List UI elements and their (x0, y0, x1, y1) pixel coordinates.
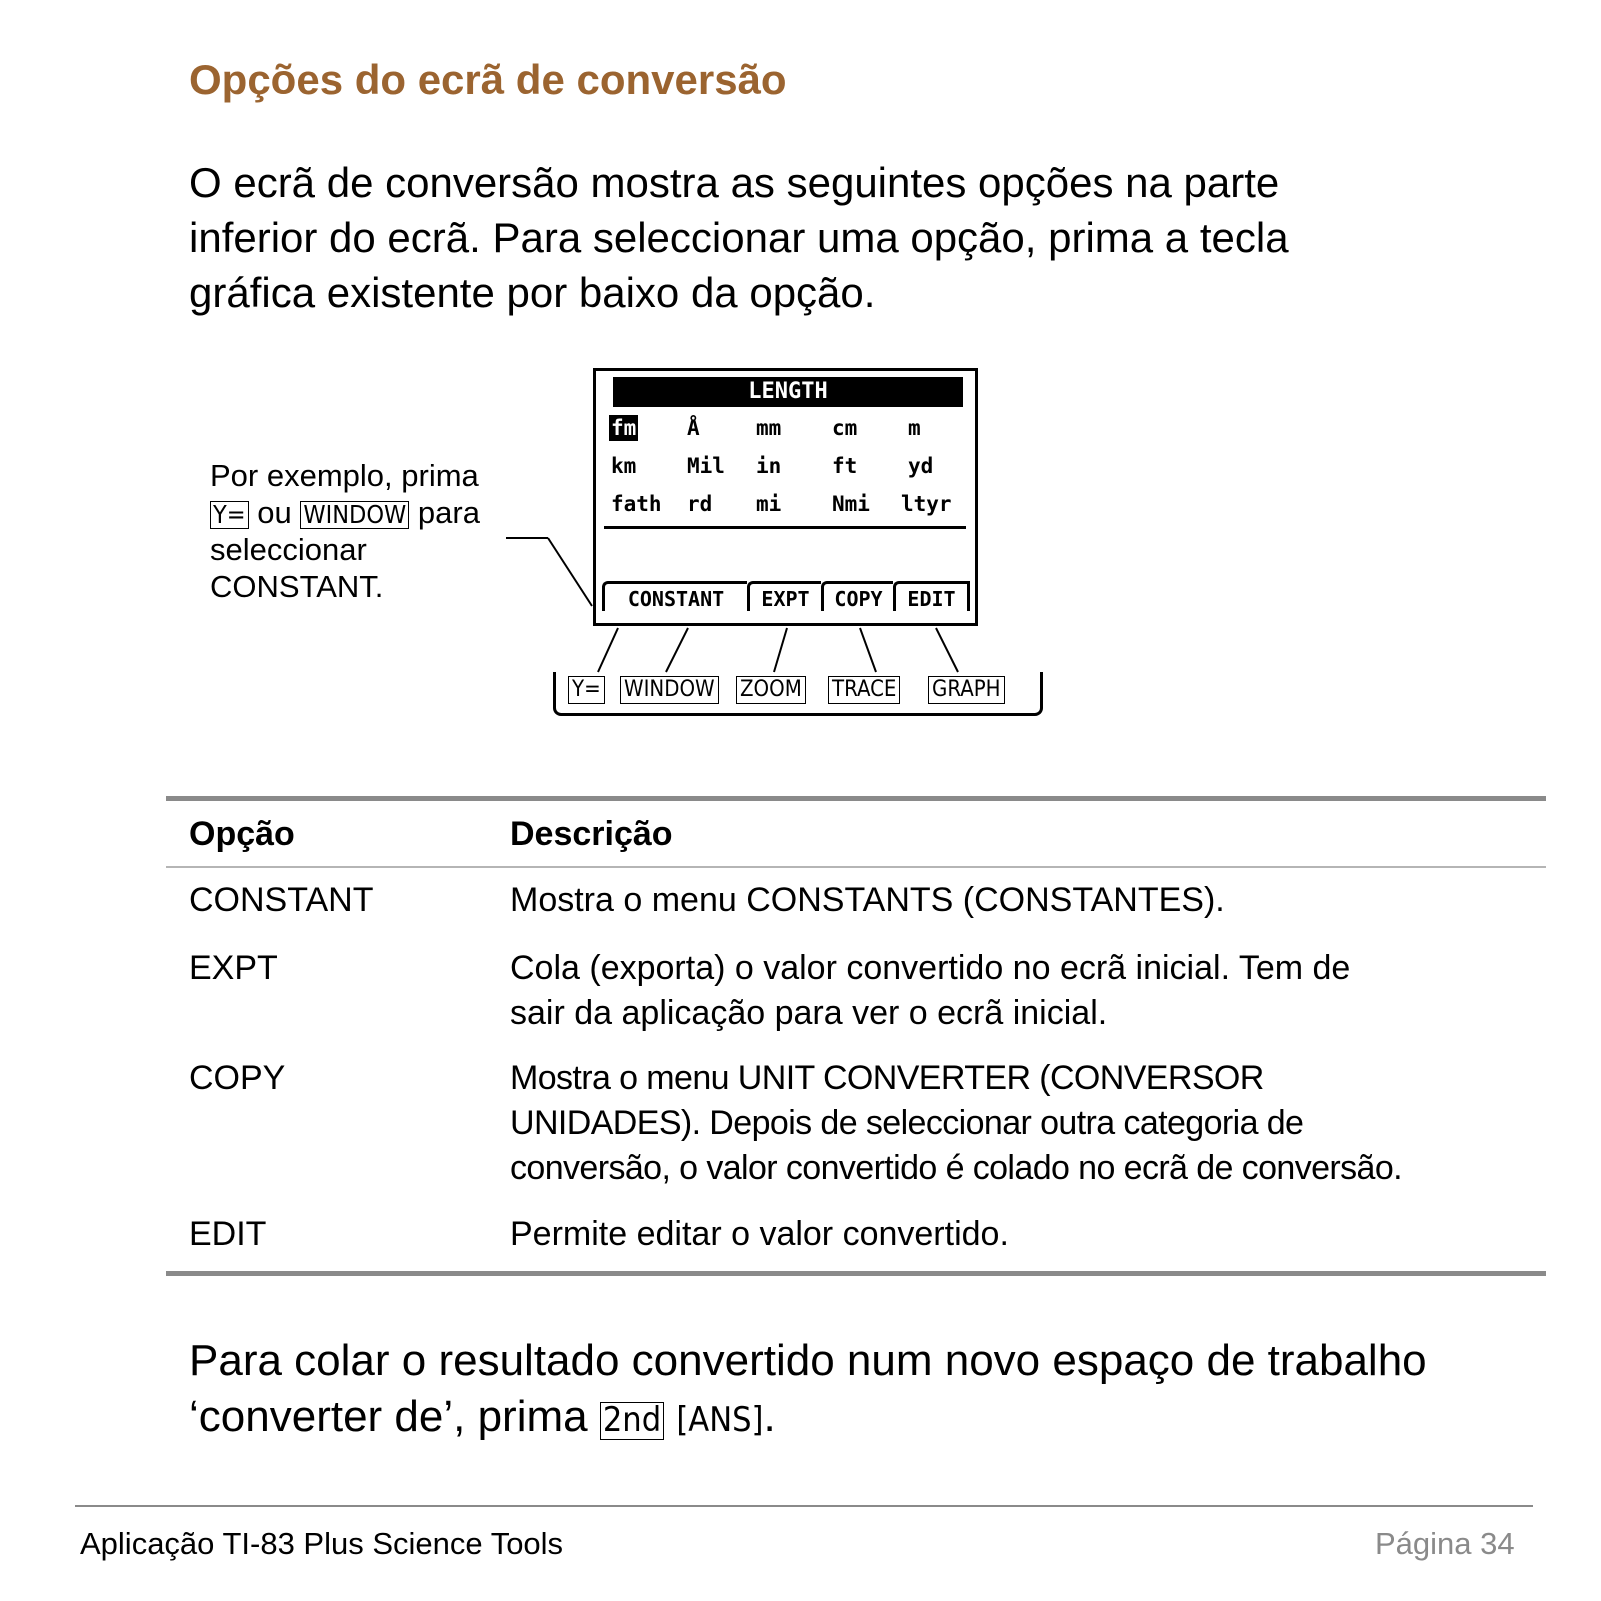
key-2nd: 2nd (600, 1402, 664, 1440)
key-leader (860, 628, 876, 672)
softkey-expt[interactable]: EXPT (747, 581, 821, 611)
key-trace-button[interactable]: TRACE (828, 676, 900, 704)
description-line: Mostra o menu CONSTANTS (CONSTANTES). (510, 881, 1225, 919)
unit-cell: Mil (687, 454, 725, 478)
unit-cell: km (611, 454, 637, 478)
section-heading: Opções do ecrã de conversão (189, 56, 787, 103)
unit-cell-selected: fm (611, 416, 637, 440)
unit-cell: m (908, 416, 921, 440)
key-zoom-button[interactable]: ZOOM (736, 676, 806, 704)
callout-or: ou (257, 495, 292, 530)
key-window-button[interactable]: WINDOW (620, 676, 719, 704)
unit-cell: mm (756, 416, 782, 440)
table-cell-option: EDIT (189, 1215, 267, 1253)
table-cell-option: COPY (189, 1059, 286, 1097)
table-bottom-rule (166, 1271, 1546, 1276)
callout-line: Por exemplo, prima (210, 458, 479, 493)
table-header-option: Opção (189, 815, 295, 853)
key-y-equals-button[interactable]: Y= (568, 676, 605, 704)
description-line: UNIDADES). Depois de seleccionar outra categoria de (510, 1104, 1304, 1142)
softkey-edit[interactable]: EDIT (893, 581, 967, 611)
table-cell-description (510, 946, 1530, 1036)
unit-cell: yd (908, 454, 934, 478)
closing-line: Para colar o resultado convertido num novo espaço de trabalho (189, 1336, 1427, 1385)
footer-rule (75, 1505, 1533, 1507)
closing-paragraph (189, 1333, 1519, 1448)
unit-cell: in (756, 454, 782, 478)
callout-line: CONSTANT. (210, 569, 384, 604)
description-line: sair da aplicação para ver o ecrã inicial. (510, 994, 1108, 1032)
table-cell-option: EXPT (189, 949, 278, 987)
intro-line: gráfica existente por baixo da opção. (189, 269, 876, 316)
closing-text: ‘converter de’, prima (189, 1392, 588, 1441)
unit-cell: ltyr (901, 492, 952, 516)
key-graph-button[interactable]: GRAPH (928, 676, 1005, 704)
footer-title: Aplicação TI-83 Plus Science Tools (80, 1526, 564, 1561)
key-window: WINDOW (300, 501, 409, 529)
table-cell-option: CONSTANT (189, 881, 374, 919)
unit-cell: rd (687, 492, 713, 516)
closing-line (189, 1389, 1519, 1448)
description-line: conversão, o valor convertido é colado no ecrã de conversão. (510, 1149, 1402, 1187)
screen-title: LENGTH (613, 377, 963, 407)
description-line: Permite editar o valor convertido. (510, 1215, 1009, 1253)
key-leader (598, 628, 618, 672)
description-line: Mostra o menu UNIT CONVERTER (CONVERSOR (510, 1059, 1264, 1097)
unit-cell: Nmi (832, 492, 870, 516)
table-top-rule (166, 796, 1546, 801)
key-leader (774, 628, 787, 672)
unit-cell: mi (756, 492, 782, 516)
softkey-copy[interactable]: COPY (821, 581, 893, 611)
page-number: Página 34 (1375, 1526, 1515, 1561)
intro-line: O ecrã de conversão mostra as seguintes opções na parte (189, 159, 1280, 206)
table-cell-description (510, 878, 1530, 923)
table-cell-description (510, 1056, 1530, 1191)
key-ans: [ANS] (676, 1400, 764, 1440)
callout-para: para (417, 495, 480, 530)
table-header-description: Descrição (510, 815, 673, 853)
unit-cell: ft (832, 454, 858, 478)
key-leader (936, 628, 958, 672)
unit-cell: Å (687, 416, 700, 440)
closing-period: . (763, 1392, 776, 1441)
softkey-constant[interactable]: CONSTANT (602, 581, 747, 611)
table-cell-description (510, 1212, 1530, 1257)
unit-cell: cm (832, 416, 858, 440)
callout-leader (548, 538, 592, 606)
unit-cell: fath (611, 492, 662, 516)
table-header-rule (166, 866, 1546, 868)
intro-line: inferior do ecrã. Para seleccionar uma opção, prima a tecla (189, 214, 1289, 261)
callout-line: seleccionar (210, 532, 367, 567)
description-line: Cola (exporta) o valor convertido no ecrã inicial. Tem de (510, 949, 1351, 987)
key-leader (666, 628, 688, 672)
key-y-equals: Y= (210, 501, 249, 529)
